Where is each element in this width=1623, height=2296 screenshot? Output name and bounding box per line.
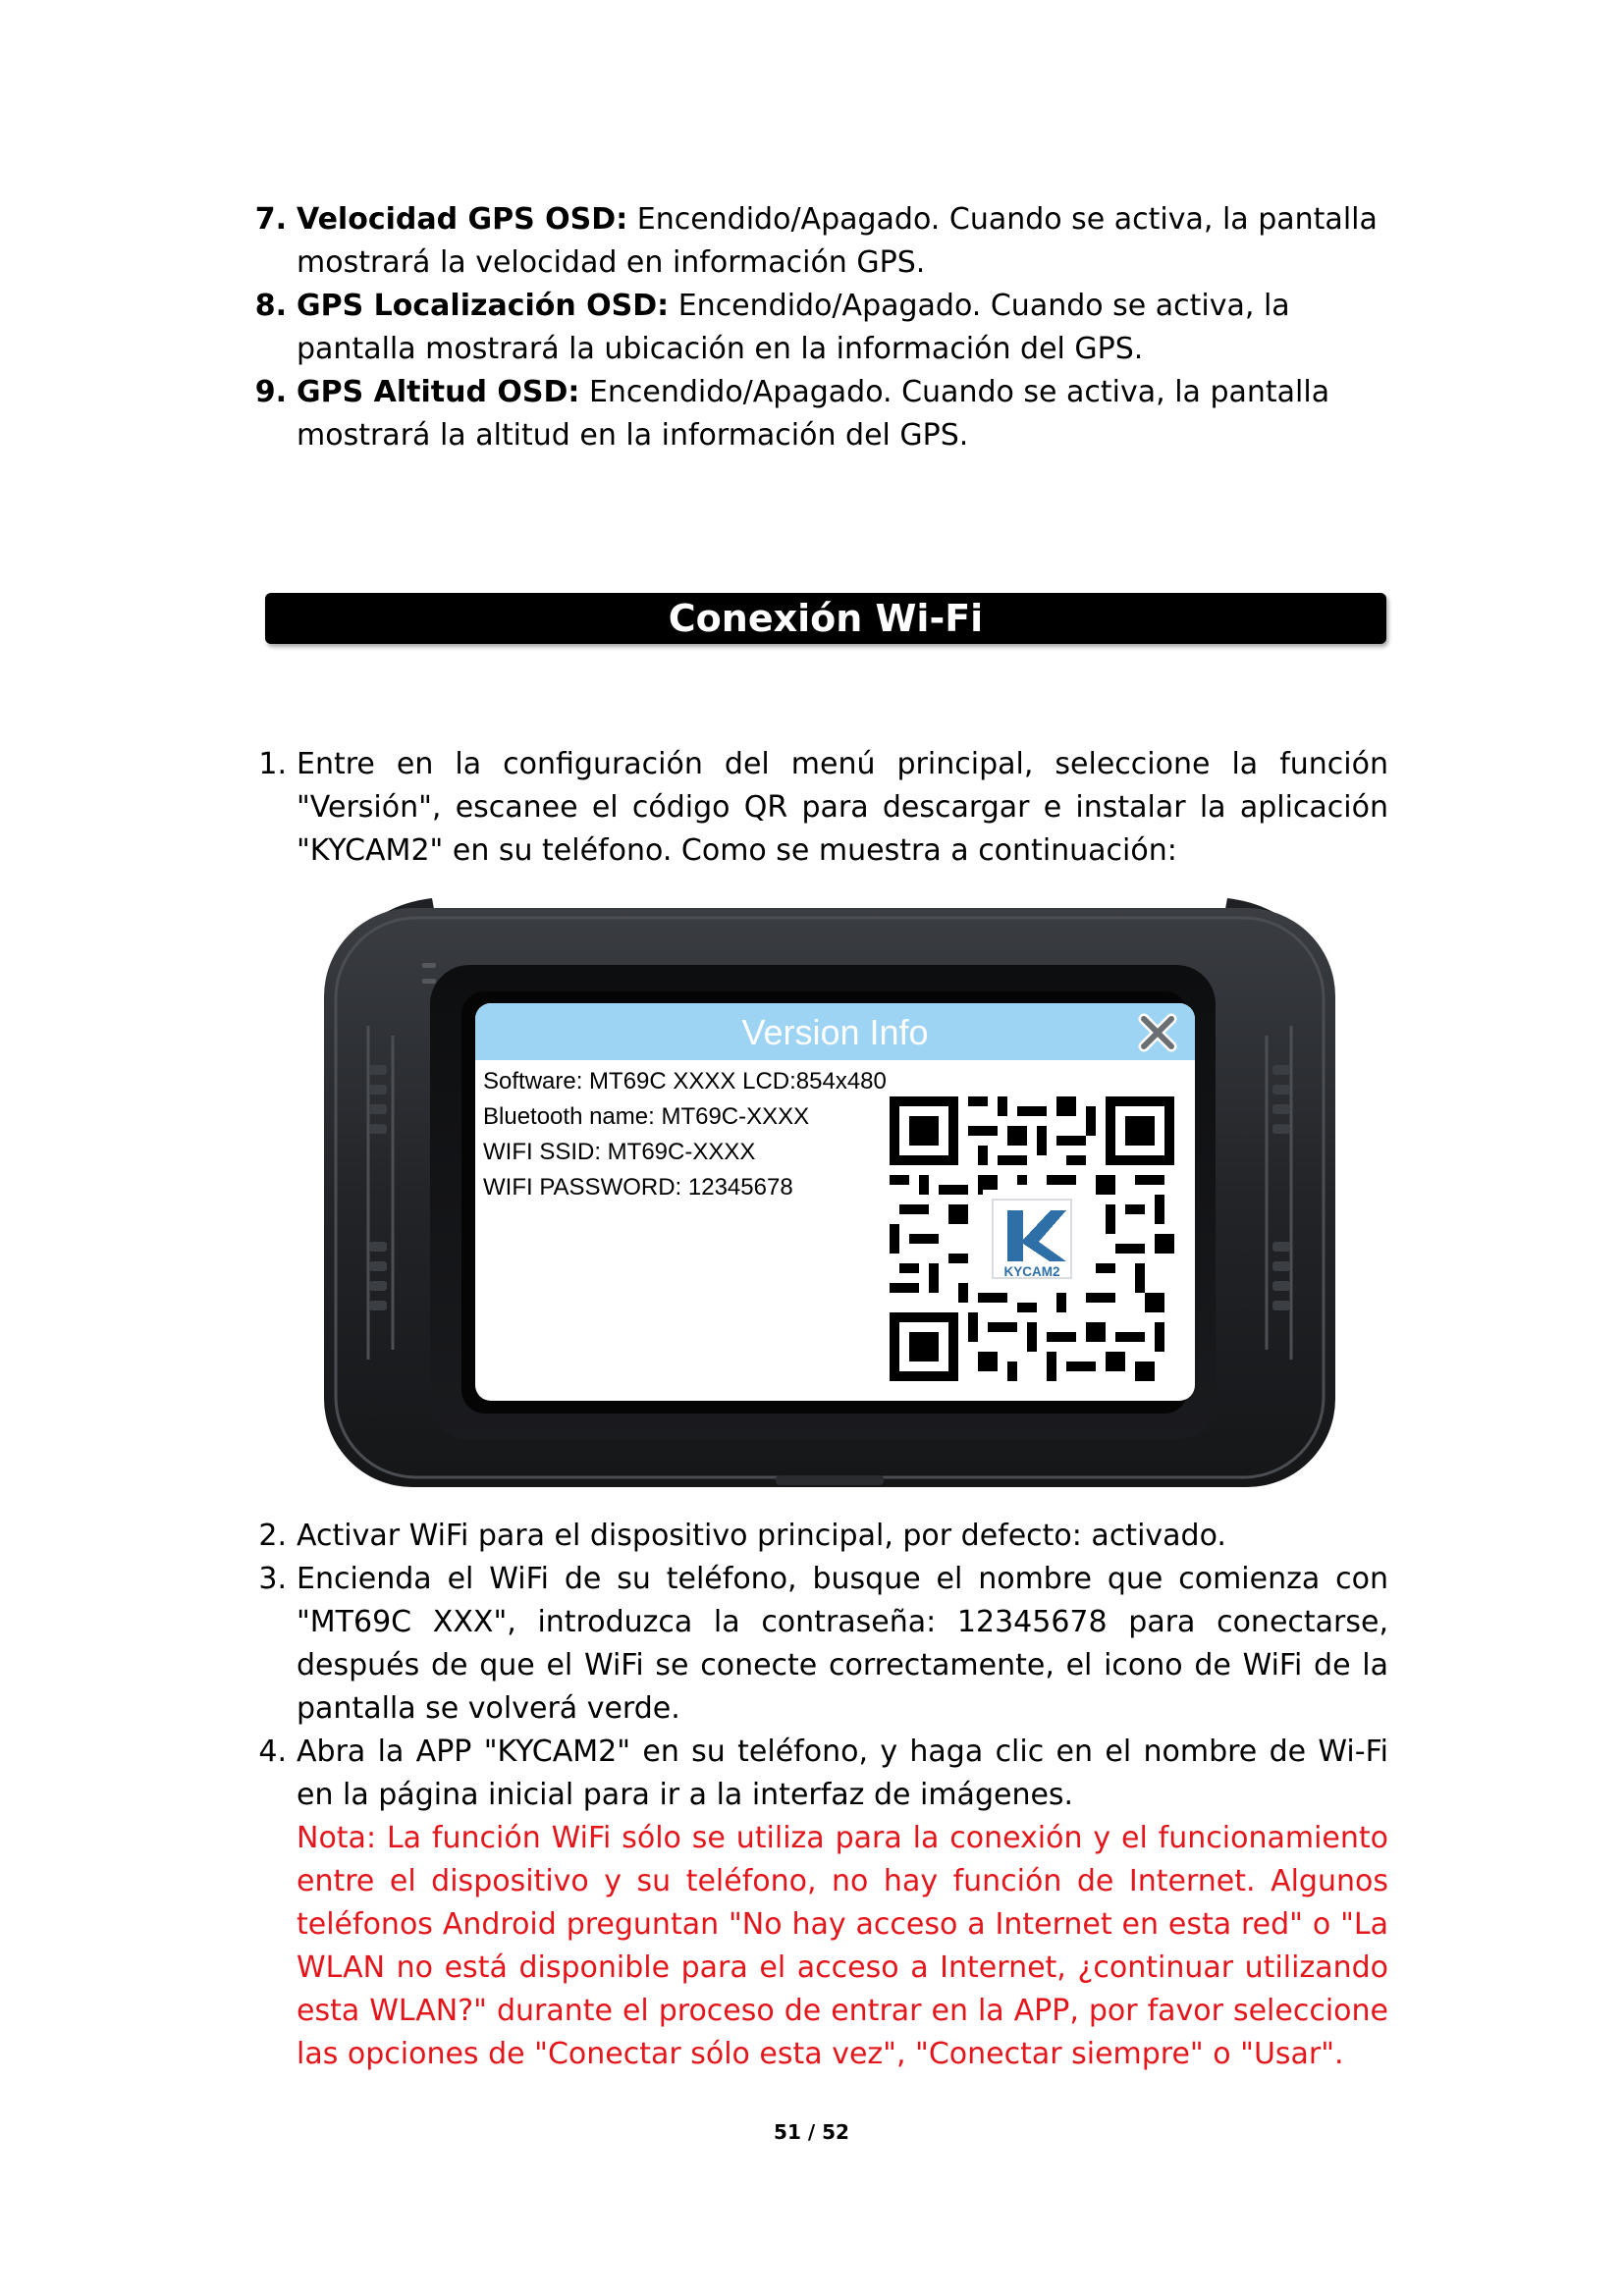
qr-logo-text: KYCAM2 [1003,1264,1060,1279]
item-term: GPS Altitud OSD: [297,375,580,409]
item-text: Encendido/Apagado. Cuando se activa, la pantalla mostrará la altitud en la información del GPS. [297,375,1330,453]
device-screen [475,1003,1195,1401]
item-number: 1. [258,747,287,781]
list-item [240,1731,1388,2076]
item-text: Abra la APP "KYCAM2" en su teléfono, y haga clic en el nombre de Wi-Fi en la página inicial para ir a la interfaz de imágenes. [297,1735,1388,1812]
list-item [240,198,1388,285]
list-item [240,743,1388,873]
wifi-note: Nota: La función WiFi sólo se utiliza para la conexión y el funcionamiento entre el dispositivo y su teléfono, no hay función de Internet. Algunos teléfonos Android preguntan "No hay acceso a Internet en esta red" o "La WLAN no está disponible para el acceso a Internet, ¿continuar utilizando esta WLAN?" durante el proceso de entrar en la APP, por favor seleccione las opciones de "Conectar sólo esta vez", "Conectar siempre" o "Usar". [297,1821,1388,2071]
item-number: 2. [258,1519,287,1553]
item-number: 7. [254,202,287,237]
item-text: Encienda el WiFi de su teléfono, busque el nombre que comienza con "MT69C XXX", introduzca la contraseña: 12345678 para conectarse, después de que el WiFi se conecte correctamente, el icono de WiFi de la pantalla se volverá verde. [297,1562,1388,1726]
screen-header [475,1003,1195,1060]
item-text: Encendido/Apagado. Cuando se activa, la pantalla mostrará la velocidad en información GPS. [297,202,1378,280]
item-term: Velocidad GPS OSD: [297,202,628,237]
osd-settings-list [240,198,1388,457]
list-item [240,371,1388,457]
page-number: 51 / 52 [774,2120,849,2144]
section-title-banner: Conexión Wi-Fi [265,593,1386,644]
wifi-ssid-line: WIFI SSID: MT69C-XXXX [483,1139,756,1165]
item-text: Activar WiFi para el dispositivo principal, por defecto: activado. [297,1519,1226,1553]
software-line: Software: MT69C XXXX LCD:854x480 [483,1068,887,1095]
wifi-password-line: WIFI PASSWORD: 12345678 [483,1174,793,1201]
item-text: Encendido/Apagado. Cuando se activa, la pantalla mostrará la ubicación en la información del GPS. [297,289,1290,366]
item-number: 8. [254,289,287,323]
item-number: 3. [258,1562,287,1596]
list-item [240,1558,1388,1731]
item-number: 4. [258,1735,287,1769]
wifi-steps-list [240,1515,1388,2076]
list-item [240,1515,1388,1558]
list-item [240,285,1388,371]
screen-title: Version Info [741,1012,929,1052]
bluetooth-line: Bluetooth name: MT69C-XXXX [483,1103,810,1130]
version-specs [483,1064,895,1205]
wifi-steps-list-start [240,743,1388,873]
qr-code [890,1096,1174,1381]
item-term: GPS Localización OSD: [297,289,670,323]
close-icon[interactable] [1138,1013,1177,1052]
item-number: 9. [254,375,287,409]
item-text: Entre en la configuración del menú principal, seleccione la función "Versión", escanee el código QR para descargar e instalar la aplicación "KYCAM2" en su teléfono. Como se muestra a continuación: [297,747,1388,868]
